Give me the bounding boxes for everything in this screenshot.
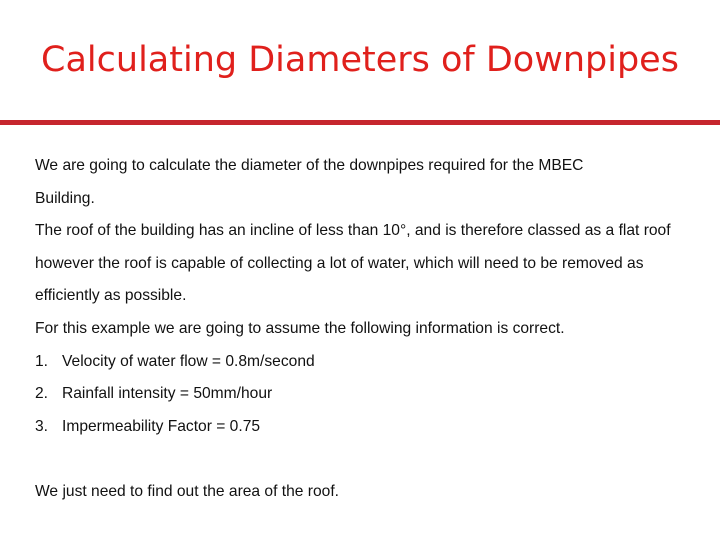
- list-item-text: Impermeability Factor = 0.75: [62, 417, 261, 435]
- list-item-number: 2.: [35, 385, 49, 403]
- intro-line-1: We are going to calculate the diameter of the downpipes required for the MBEC: [35, 157, 584, 174]
- list-item: [35, 378, 705, 411]
- list-item: [35, 346, 705, 379]
- list-item-number: 3.: [35, 417, 49, 435]
- slide-body: [35, 150, 705, 509]
- intro-line-2: Building.: [35, 189, 95, 207]
- title-divider: [0, 120, 720, 125]
- list-item-number: 1.: [35, 352, 49, 370]
- closing-line: We just need to find out the area of the roof.: [35, 482, 339, 500]
- roof-paragraph: The roof of the building has an incline of less than 10°, and is therefore classed as a flat roof however the roof is capable of collecting a lot of water, which will need to be removed as efficiently as possible.: [35, 222, 671, 305]
- list-item: [35, 411, 705, 444]
- assumption-list: [35, 346, 705, 444]
- blank-line: [35, 443, 705, 476]
- assumption-intro: For this example we are going to assume the following information is correct.: [35, 319, 565, 337]
- list-item-text: Velocity of water flow = 0.8m/second: [62, 352, 315, 370]
- list-item-text: Rainfall intensity = 50mm/hour: [62, 385, 273, 403]
- slide-title: Calculating Diameters of Downpipes: [41, 40, 679, 80]
